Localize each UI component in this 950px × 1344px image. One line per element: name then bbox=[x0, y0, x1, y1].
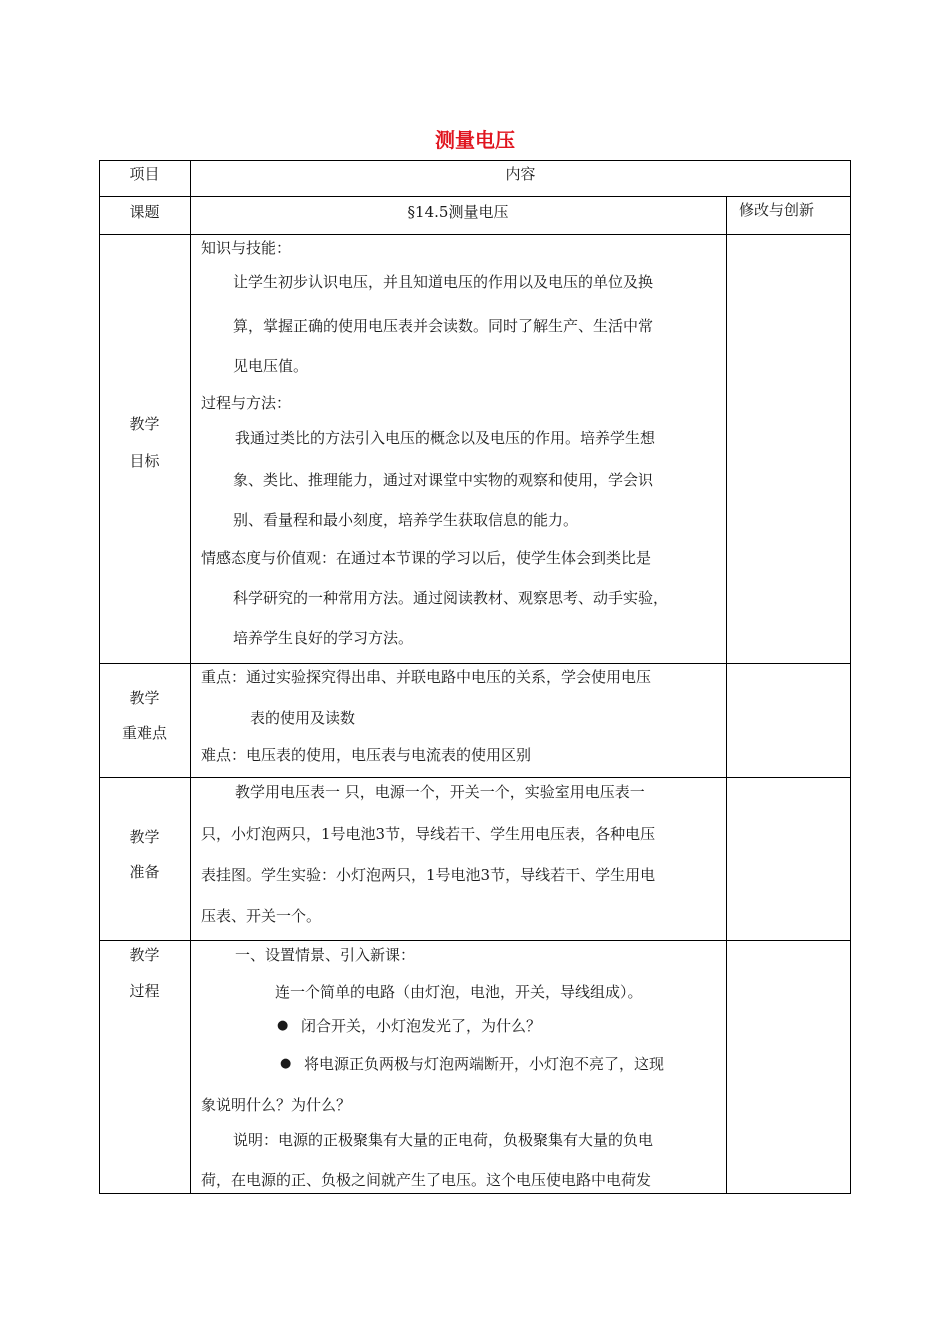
preparation-line: 表挂图。学生实验：小灯泡两只，1号电池3节，导线若干、学生用电 bbox=[201, 866, 656, 884]
table-row-divider bbox=[99, 777, 851, 778]
topic-label: 课题 bbox=[129, 203, 160, 221]
preparation-line: 压表、开关一个。 bbox=[201, 907, 322, 925]
table-col-divider bbox=[726, 196, 727, 1194]
keypoints-line: 难点：电压表的使用，电压表与电流表的使用区别 bbox=[201, 746, 532, 764]
emotion-line: 培养学生良好的学习方法。 bbox=[233, 629, 414, 647]
knowledge-line: 见电压值。 bbox=[233, 357, 309, 375]
preparation-line: 教学用电压表一 只，电源一个，开关一个，实验室用电压表一 bbox=[235, 783, 645, 801]
table-row-divider bbox=[99, 940, 851, 941]
objectives-label: 教学 bbox=[129, 415, 160, 433]
knowledge-line: 让学生初步认识电压，并且知道电压的作用以及电压的单位及换 bbox=[233, 273, 654, 291]
emotion-line: 科学研究的一种常用方法。通过阅读教材、观察思考、动手实验， bbox=[233, 589, 669, 607]
process-label: 过程 bbox=[129, 982, 160, 1000]
knowledge-line: 算，掌握正确的使用电压表并会读数。同时了解生产、生活中常 bbox=[233, 317, 654, 335]
bullet-icon: ● bbox=[277, 1018, 289, 1033]
table-row-divider bbox=[99, 663, 851, 664]
keypoints-label: 重难点 bbox=[121, 724, 167, 742]
bullet-icon: ● bbox=[280, 1056, 292, 1071]
objectives-label: 目标 bbox=[129, 452, 160, 470]
keypoints-line: 表的使用及读数 bbox=[250, 709, 356, 727]
process-step: 连一个简单的电路（由灯泡，电池，开关，导线组成）。 bbox=[275, 983, 643, 1001]
preparation-line: 只，小灯泡两只，1号电池3节，导线若干、学生用电压表，各种电压 bbox=[201, 825, 656, 843]
topic-content: §14.5测量电压 bbox=[407, 203, 509, 221]
preparation-label: 教学 bbox=[129, 828, 160, 846]
process-title: 过程与方法： bbox=[201, 394, 292, 412]
process-step: 将电源正负两极与灯泡两端断开，小灯泡不亮了，这现 bbox=[304, 1055, 665, 1073]
process-label: 教学 bbox=[129, 946, 160, 964]
process-step: 一、设置情景、引入新课： bbox=[235, 946, 416, 964]
keypoints-label: 教学 bbox=[129, 689, 160, 707]
keypoints-line: 重点：通过实验探究得出串、并联电路中电压的关系，学会使用电压 bbox=[201, 668, 652, 686]
preparation-label: 准备 bbox=[129, 863, 160, 881]
process-line: 别、看量程和最小刻度，培养学生获取信息的能力。 bbox=[233, 511, 579, 529]
process-step: 说明：电源的正极聚集有大量的正电荷，负极聚集有大量的负电 bbox=[233, 1131, 654, 1149]
process-step: 象说明什么？为什么？ bbox=[201, 1096, 352, 1114]
process-step: 闭合开关，小灯泡发光了，为什么？ bbox=[301, 1017, 542, 1035]
emotion-line: 情感态度与价值观：在通过本节课的学习以后，使学生体会到类比是 bbox=[201, 549, 652, 567]
knowledge-title: 知识与技能： bbox=[201, 239, 292, 257]
table-col-divider bbox=[190, 160, 191, 1194]
document-title: 测量电压 bbox=[435, 128, 515, 152]
process-step: 荷，在电源的正、负极之间就产生了电压。这个电压使电路中电荷发 bbox=[201, 1171, 652, 1189]
table-row-divider bbox=[99, 234, 851, 235]
header-content: 内容 bbox=[505, 165, 536, 183]
table-row-divider bbox=[99, 196, 851, 197]
revise-label: 修改与创新 bbox=[738, 201, 814, 219]
process-line: 我通过类比的方法引入电压的概念以及电压的作用。培养学生想 bbox=[235, 429, 656, 447]
header-item: 项目 bbox=[129, 165, 160, 183]
process-line: 象、类比、推理能力，通过对课堂中实物的观察和使用，学会识 bbox=[233, 471, 654, 489]
